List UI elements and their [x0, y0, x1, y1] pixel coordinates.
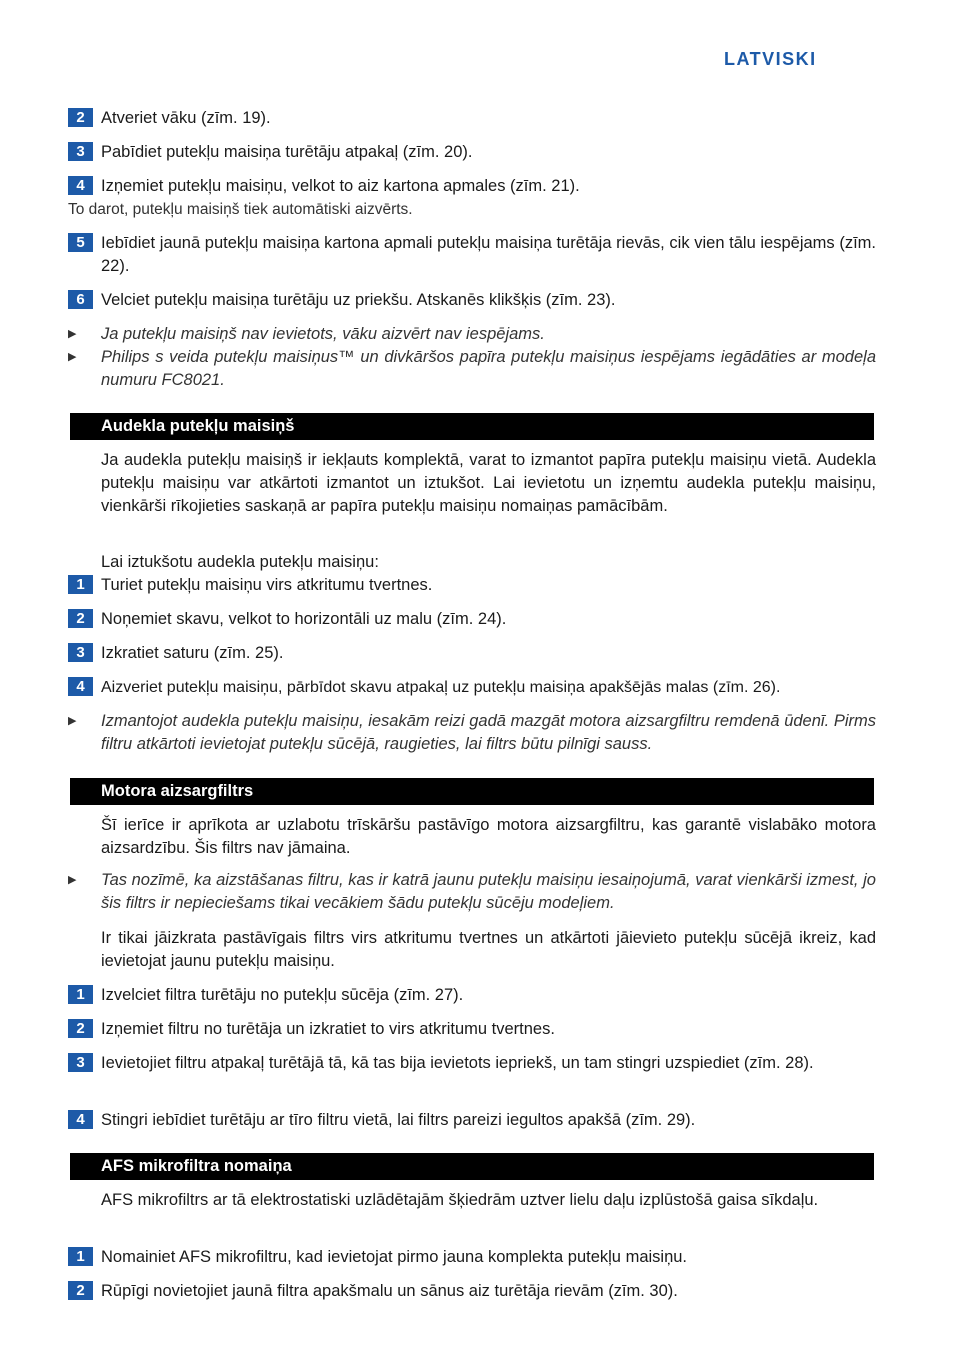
step-1	[68, 574, 876, 597]
bullet-icon: ▶	[68, 351, 77, 363]
tip-text: Ja putekļu maisiņš nav ievietots, vāku aizvērt nav iespējams.	[101, 325, 545, 343]
bullet-icon: ▶	[68, 874, 77, 886]
step-text: Izņemiet putekļu maisiņu, velkot to aiz kartona apmales (zīm. 21).	[101, 177, 580, 195]
step-number: 4	[68, 677, 93, 696]
step-5	[68, 232, 876, 278]
step-text: Velciet putekļu maisiņa turētāju uz priekšu. Atskanēs klikšķis (zīm. 23).	[101, 291, 616, 309]
step-number: 6	[68, 290, 93, 309]
step-number: 2	[68, 609, 93, 628]
step-number: 3	[68, 643, 93, 662]
step-text: Nomainiet AFS mikrofiltru, kad ievietojat pirmo jauna komplekta putekļu maisiņu.	[101, 1248, 688, 1266]
step-text: Rūpīgi novietojiet jaunā filtra apakšmalu un sānus aiz turētāja rievām (zīm. 30).	[101, 1282, 678, 1300]
step-2	[68, 608, 876, 631]
tip-text: Izmantojot audekla putekļu maisiņu, iesakām reizi gadā mazgāt motora aizsargfiltru remdenā ūdenī. Pirms filtru atkārtoti ievietojat putekļu sūcējā, raugieties, lai filtrs būtu pilnīgi sauss.	[101, 712, 876, 753]
step-text: Turiet putekļu maisiņu virs atkritumu tvertnes.	[101, 576, 433, 594]
step-2	[68, 107, 876, 130]
step-number: 4	[68, 176, 93, 195]
tip	[68, 346, 876, 392]
tip	[68, 323, 876, 346]
step-text: Pabīdiet putekļu maisiņa turētāju atpakaļ (zīm. 20).	[101, 143, 473, 161]
step-number: 4	[68, 1110, 93, 1129]
step-number: 2	[68, 1281, 93, 1300]
step-note: To darot, putekļu maisiņš tiek automātiski aizvērts.	[68, 201, 413, 218]
step-3	[68, 141, 876, 164]
paragraph: Šī ierīce ir aprīkota ar uzlabotu trīskāršu pastāvīgo motora aizsargfiltru, kas garantē vislabāko motora aizsardzību. Šis filtrs nav jāmaina.	[101, 816, 876, 857]
step-2	[68, 1018, 876, 1041]
step-text: Aizveriet putekļu maisiņu, pārbīdot skavu atpakaļ uz putekļu maisiņa apakšējās malas (zīm. 26).	[101, 679, 781, 696]
step-number: 5	[68, 233, 93, 252]
step-text: Noņemiet skavu, velkot to horizontāli uz malu (zīm. 24).	[101, 610, 507, 628]
step-number: 2	[68, 108, 93, 127]
bullet-icon: ▶	[68, 328, 77, 340]
step-1	[68, 1246, 876, 1269]
step-4	[68, 175, 876, 198]
section-heading	[70, 778, 874, 805]
step-text: Stingri iebīdiet turētāju ar tīro filtru vietā, lai filtrs pareizi iegultos apakšā (zīm. 29).	[101, 1111, 696, 1129]
section-heading	[70, 1153, 874, 1180]
step-3	[68, 1052, 876, 1075]
step-6	[68, 289, 876, 312]
tip-text: Tas nozīmē, ka aizstāšanas filtru, kas ir katrā jaunu putekļu maisiņu iesaiņojumā, varat vienkārši izmest, jo šis filtrs ir nepieciešams tikai vecākiem šādu putekļu sūcēju modeļiem.	[101, 871, 876, 912]
bullet-icon: ▶	[68, 715, 77, 727]
section-heading	[70, 413, 874, 440]
section-title: Audekla putekļu maisiņš	[101, 417, 295, 435]
step-number: 1	[68, 1247, 93, 1266]
step-1	[68, 984, 876, 1007]
step-text: Izvelciet filtra turētāju no putekļu sūcēja (zīm. 27).	[101, 986, 464, 1004]
tip	[68, 869, 876, 915]
paragraph: Ir tikai jāizkrata pastāvīgais filtrs virs atkritumu tvertnes un atkārtoti jāievieto putekļu sūcējā ikreiz, kad ievietojat jaunu putekļu maisiņu.	[101, 929, 876, 970]
step-text: Iebīdiet jaunā putekļu maisiņa kartona apmali putekļu maisiņa turētāja rievās, cik vien tālu iespējams (zīm. 22).	[101, 234, 876, 275]
step-number: 3	[68, 1053, 93, 1072]
step-2	[68, 1280, 876, 1303]
step-text: Izņemiet filtru no turētāja un izkratiet to virs atkritumu tvertnes.	[101, 1020, 555, 1038]
section-title: Motora aizsargfiltrs	[101, 782, 254, 800]
step-4	[68, 1109, 876, 1132]
step-text: Ievietojiet filtru atpakaļ turētājā tā, kā tas bija ievietots iepriekš, un tam stingri uzspiediet (zīm. 28).	[101, 1054, 814, 1072]
step-number: 1	[68, 575, 93, 594]
step-number: 2	[68, 1019, 93, 1038]
tip	[68, 710, 876, 756]
step-text: Atveriet vāku (zīm. 19).	[101, 109, 271, 127]
step-number: 1	[68, 985, 93, 1004]
step-number: 3	[68, 142, 93, 161]
section-title: AFS mikrofiltra nomaiņa	[101, 1157, 292, 1175]
language-label: LATVISKI	[724, 49, 817, 69]
paragraph: Lai iztukšotu audekla putekļu maisiņu:	[101, 553, 379, 571]
tip-text: Philips s veida putekļu maisiņus™ un divkāršos papīra putekļu maisiņus iespējams iegādāties ar modeļa numuru FC8021.	[101, 348, 876, 389]
paragraph: AFS mikrofiltrs ar tā elektrostatiski uzlādētajām šķiedrām uztver lielu daļu izplūstošā gaisa sīkdaļu.	[101, 1191, 819, 1209]
step-text: Izkratiet saturu (zīm. 25).	[101, 644, 284, 662]
step-3	[68, 642, 876, 665]
step-4	[68, 676, 876, 699]
paragraph: Ja audekla putekļu maisiņš ir iekļauts komplektā, varat to izmantot papīra putekļu maisiņu vietā. Audekla putekļu maisiņu var atkārtoti izmantot un iztukšot. Lai ievietotu un izņemtu audekla putekļu maisiņu, vienkārši rīkojieties saskaņā ar papīra putekļu maisiņu nomaiņas pamācībām.	[101, 451, 876, 515]
